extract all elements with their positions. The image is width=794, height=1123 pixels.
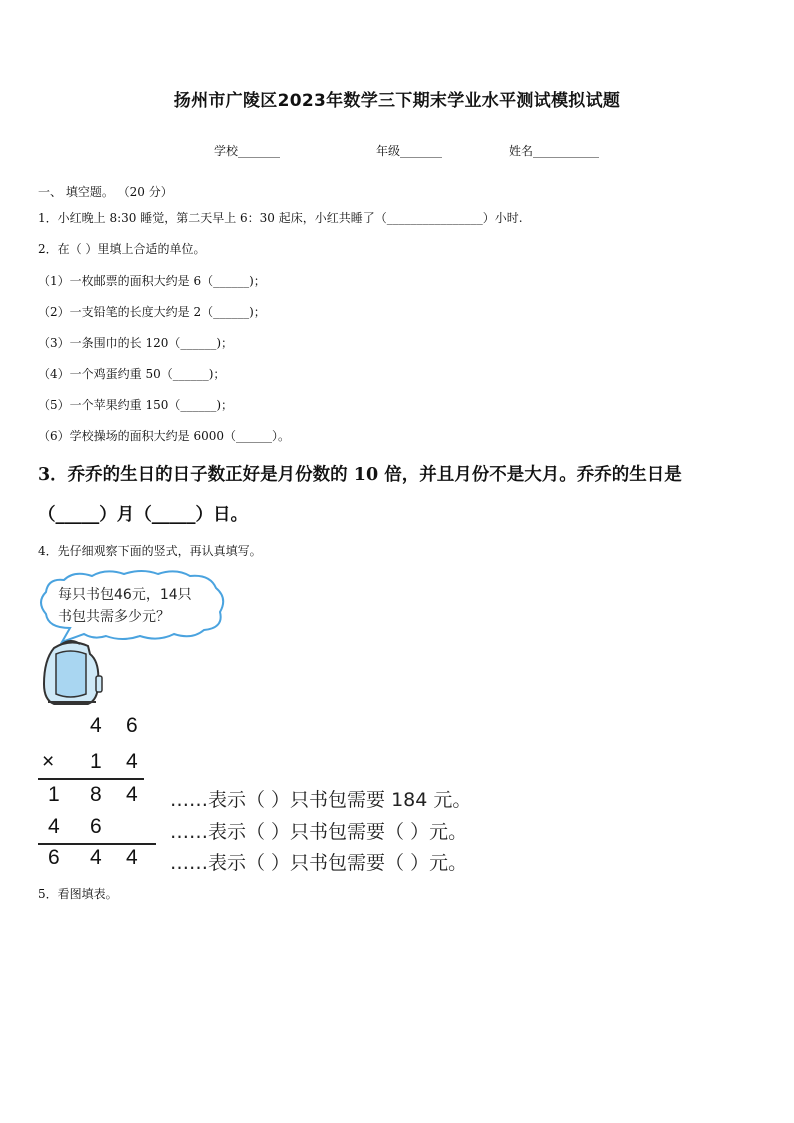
question-5-stem: 5．看图填表。 (38, 887, 118, 901)
question-3-line1: 3．乔乔的生日的日子数正好是月份数的 10 倍，并且月份不是大月。乔乔的生日是 (38, 465, 682, 485)
question-2-stem: 2．在（ ）里填上合适的单位。 (38, 242, 206, 256)
calc-digit: 1 (90, 750, 102, 773)
calc-digit: 4 (90, 714, 102, 737)
calc-explanation-3: ……表示（ ）只书包需要（ ）元。 (170, 852, 468, 874)
calc-digit: 1 (48, 783, 60, 806)
question-2-item: （2）一支铅笔的长度大约是 2（______)； (38, 305, 266, 319)
calc-rule (38, 843, 156, 845)
calc-operator: × (42, 750, 55, 773)
question-2-item: （3）一条围巾的长 120（______)； (38, 336, 234, 350)
calc-digit: 6 (126, 714, 138, 737)
calc-digit: 4 (48, 815, 60, 838)
calc-digit: 4 (126, 783, 138, 806)
calc-digit: 4 (90, 846, 102, 869)
backpack-icon (40, 640, 106, 708)
calc-digit: 8 (90, 783, 102, 806)
calc-digit: 4 (126, 846, 138, 869)
section-heading: 一、 填空题。 （20 分） (38, 185, 173, 199)
question-1: 1．小红晚上 8:30 睡觉，第二天早上 6：30 起床，小红共睡了（________________）小时. (38, 211, 523, 225)
grade-field[interactable]: 年级_______ (376, 144, 443, 158)
question-2-item: （1）一枚邮票的面积大约是 6（______)； (38, 274, 266, 288)
question-4-stem: 4．先仔细观察下面的竖式，再认真填写。 (38, 544, 262, 558)
question-2-item: （4）一个鸡蛋约重 50（______)； (38, 367, 226, 381)
question-2-item: （6）学校操场的面积大约是 6000（______）。 (38, 429, 290, 443)
calc-digit: 4 (126, 750, 138, 773)
page-title: 扬州市广陵区2023年数学三下期末学业水平测试模拟试题 (173, 91, 621, 111)
question-3-line2: （_____）月（_____）日。 (38, 505, 248, 525)
calc-explanation-2: ……表示（ ）只书包需要（ ）元。 (170, 821, 468, 843)
calc-digit: 6 (90, 815, 102, 838)
calc-digit: 6 (48, 846, 60, 869)
name-field[interactable]: 姓名___________ (509, 144, 600, 158)
bubble-text-line1: 每只书包46元，14只 (58, 587, 192, 603)
bubble-text-line2: 书包共需多少元？ (58, 609, 170, 625)
calc-rule (38, 778, 144, 780)
calc-explanation-1: ……表示（ ）只书包需要 184 元。 (170, 789, 472, 811)
school-field[interactable]: 学校_______ (214, 144, 281, 158)
question-2-item: （5）一个苹果约重 150（______)； (38, 398, 234, 412)
